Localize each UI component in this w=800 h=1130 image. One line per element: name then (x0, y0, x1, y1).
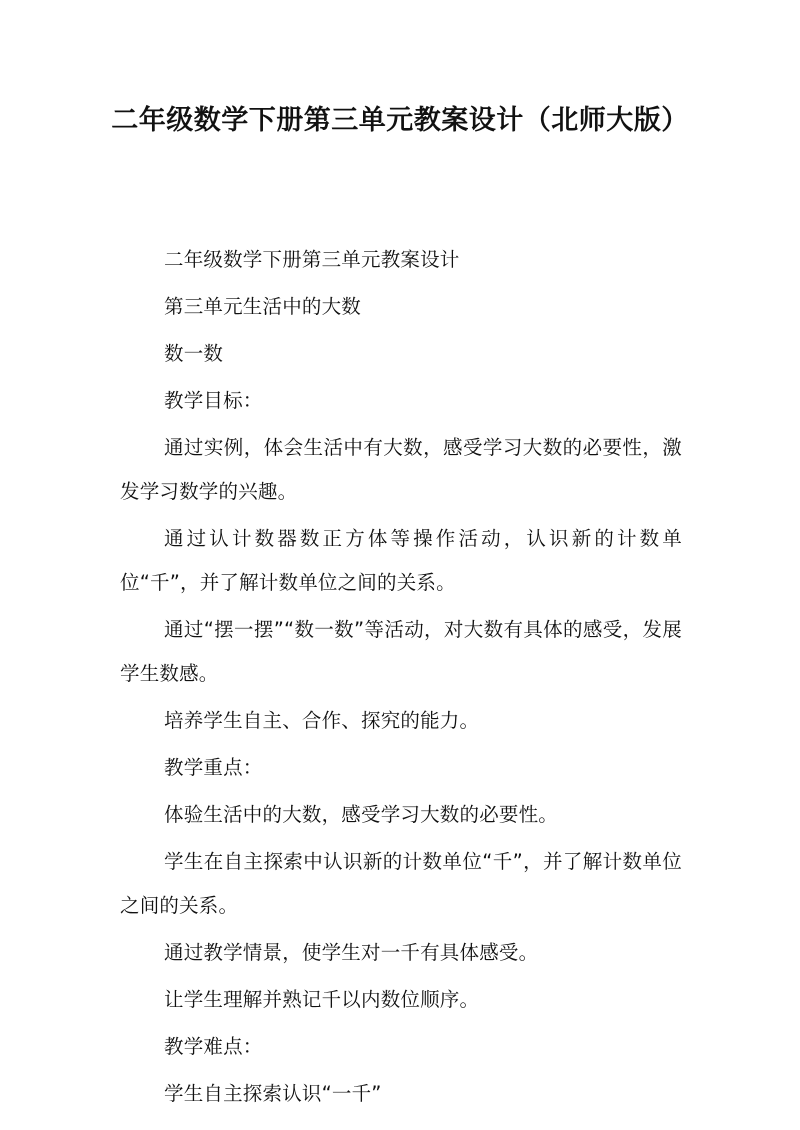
paragraph-unit-title: 第三单元生活中的大数 (164, 295, 362, 318)
paragraph-key-points-label: 教学重点： (164, 756, 263, 779)
paragraph-key-point-4: 让学生理解并熟记千以内数位顺序。 (164, 988, 480, 1011)
paragraph-heading: 二年级数学下册第三单元教案设计 (164, 248, 460, 271)
document-body (120, 238, 682, 1119)
paragraph-key-point-1: 体验生活中的大数，感受学习大数的必要性。 (164, 803, 559, 826)
paragraph-difficulty-1: 学生自主探索认识“一千” (164, 1082, 382, 1105)
paragraph-key-point-2: 学生在自主探索中认识新的计数单位“千”，并了解计数单位之间的关系。 (120, 850, 682, 917)
paragraph-objectives-label: 教学目标： (164, 389, 263, 412)
paragraph-lesson-title: 数一数 (164, 342, 224, 365)
paragraph-difficulties-label: 教学难点： (164, 1035, 263, 1058)
paragraph-objective-3: 通过“摆一摆”“数一数”等活动，对大数有具体的感受，发展学生数感。 (120, 618, 682, 685)
paragraph-objective-2: 通过认计数器数正方体等操作活动，认识新的计数单位“千”，并了解计数单位之间的关系。 (120, 527, 682, 594)
paragraph-objective-1: 通过实例，体会生活中有大数，感受学习大数的必要性，激发学习数学的兴趣。 (120, 436, 682, 503)
document-title: 二年级数学下册第三单元教案设计（北师大版） (111, 105, 689, 136)
paragraph-key-point-3: 通过教学情景，使学生对一千有具体感受。 (164, 941, 539, 964)
paragraph-objective-4: 培养学生自主、合作、探究的能力。 (164, 709, 480, 732)
